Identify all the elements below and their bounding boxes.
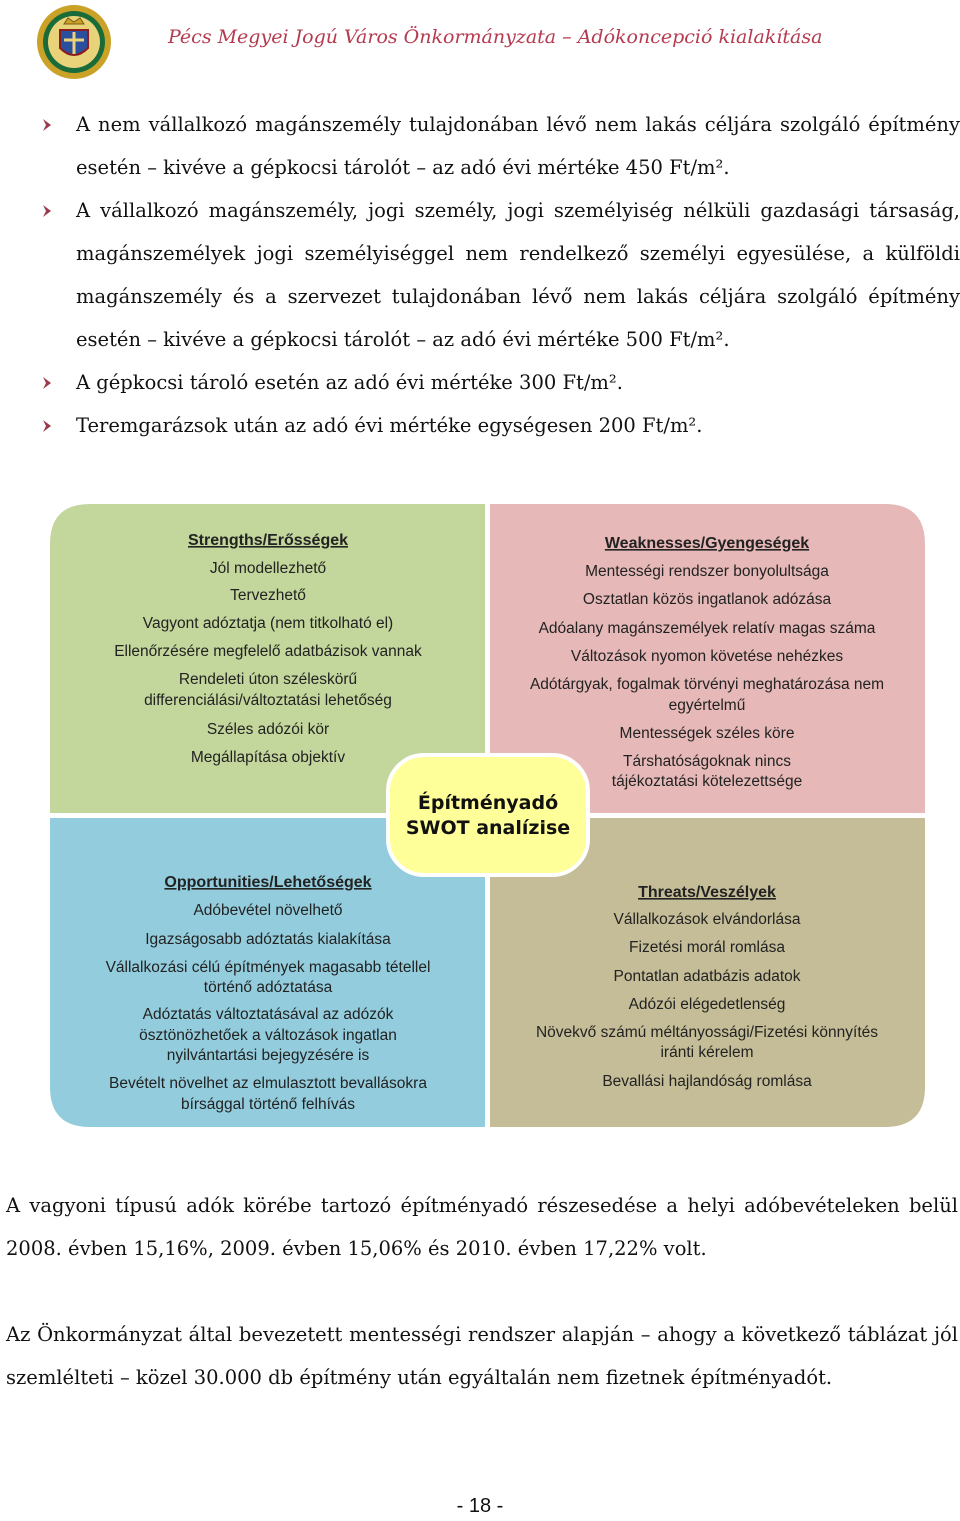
weaknesses-item: Változások nyomon követése nehézkes [570, 648, 844, 665]
city-coat-of-arms-seal [36, 4, 112, 80]
strengths-item: differenciálási/változtatási lehetőség [144, 692, 392, 709]
opportunities-item: Igazságosabb adóztatás kialakítása [145, 931, 391, 948]
bullet-text: A nem vállalkozó magánszemély tulajdonában lévő nem lakás céljára szolgáló építmény esetén – kivéve a gépkocsi tárolót – az adó évi mértéke 450 Ft/m². [76, 113, 960, 179]
bullet-item [40, 189, 960, 361]
paragraph: A vagyoni típusú adók körébe tartozó építményadó részesedése a helyi adóbevételeken belül 2008. évben 15,16%, 2009. évben 15,06% és 2010. évben 17,22% volt. [6, 1194, 958, 1260]
weaknesses-item: Mentességek széles köre [619, 725, 795, 742]
bullet-item [40, 404, 960, 447]
opportunities-item: Adóztatás változtatásával az adózók [142, 1006, 394, 1023]
threats-item: Vállalkozások elvándorlása [613, 911, 801, 928]
opportunities-item: nyilvántartási bejegyzésére is [166, 1047, 370, 1064]
paragraph: Az Önkormányzat által bevezetett mentességi rendszer alapján – ahogy a következő táblázat jól szemlélteti – közel 30.000 db építmény után egyáltalán nem fizetnek építményadót. [6, 1323, 958, 1389]
weaknesses-title: Weaknesses/Gyengeségek [604, 535, 810, 552]
opportunities-item: ösztönözhetőek a változások ingatlan [139, 1027, 397, 1044]
center-box [388, 755, 588, 875]
opportunities-item: Adóbevétel növelhető [193, 902, 343, 919]
weaknesses-item: Mentességi rendszer bonyolultsága [585, 563, 829, 580]
opportunities-item: bírsággal történő felhívás [180, 1096, 356, 1113]
strengths-item: Megállapítása objektív [190, 749, 346, 766]
threats-item: Adózói elégedetlenség [628, 996, 786, 1013]
chevron-right-icon [42, 419, 53, 433]
bullet-list [40, 103, 960, 447]
center-title-line: SWOT analízise [405, 817, 571, 839]
page-header [0, 0, 960, 80]
strengths-item: Jól modellezhető [209, 560, 327, 577]
strengths-item: Tervezhető [230, 587, 306, 604]
center-title-line: Építményadó [417, 792, 559, 814]
opportunities-item: Vállalkozási célú építmények magasabb tétellel [105, 959, 431, 976]
chevron-right-icon [42, 118, 53, 132]
threats-item: Pontatlan adatbázis adatok [613, 968, 801, 985]
threats-item: Növekvő számú méltányossági/Fizetési könnyítés [535, 1024, 879, 1041]
chevron-right-icon [42, 204, 53, 218]
weaknesses-item: Adóalany magánszemélyek relatív magas száma [538, 620, 876, 637]
bullet-text: A vállalkozó magánszemély, jogi személy, jogi személyiség nélküli gazdasági társaság, magánszemélyek jogi személyiséggel nem rendelkező személyi egyesülése, a külföldi magánszemély és a szervezet tulajdonában lévő nem lakás céljára szolgáló építmény esetén – kivéve a gépkocsi tárolót – az adó évi mértéke 500 Ft/m². [76, 199, 960, 351]
page-number: - 18 - [456, 1495, 504, 1517]
weaknesses-item: Társhatóságoknak nincs [622, 753, 792, 770]
strengths-title: Strengths/Erősségek [187, 532, 349, 549]
threats-item: Bevallási hajlandóság romlása [602, 1073, 812, 1090]
weaknesses-item: Adótárgyak, fogalmak törvényi meghatározása nem [529, 676, 885, 693]
strengths-item: Széles adózói kör [206, 721, 330, 738]
opportunities-item: történő adóztatása [203, 979, 333, 996]
chevron-right-icon [42, 376, 53, 390]
weaknesses-item: Osztatlan közös ingatlanok adózása [582, 591, 832, 608]
strengths-item: Ellenőrzésére megfelelő adatbázisok vannak [114, 643, 422, 660]
bullet-text: A gépkocsi tároló esetén az adó évi mértéke 300 Ft/m². [76, 371, 623, 394]
bullet-item [40, 361, 960, 404]
threats-item: Fizetési morál romlása [629, 939, 785, 956]
weaknesses-item: egyértelmű [668, 697, 746, 714]
threats-title: Threats/Veszélyek [638, 884, 776, 901]
strengths-item: Vagyont adóztatja (nem titkolható el) [142, 615, 394, 632]
header-title: Pécs Megyei Jogú Város Önkormányzata – Adókoncepció kialakítása [168, 26, 823, 48]
opportunities-item: Bevételt növelhet az elmulasztott bevallásokra [109, 1075, 427, 1092]
strengths-item: Rendeleti úton széleskörű [178, 671, 358, 688]
swot-diagram [0, 500, 960, 1140]
bullet-text: Teremgarázsok után az adó évi mértéke egységesen 200 Ft/m². [76, 414, 703, 437]
threats-item: iránti kérelem [660, 1044, 754, 1061]
bullet-item [40, 103, 960, 189]
weaknesses-item: tájékoztatási kötelezettsége [611, 773, 803, 790]
opportunities-title: Opportunities/Lehetőségek [164, 874, 372, 891]
